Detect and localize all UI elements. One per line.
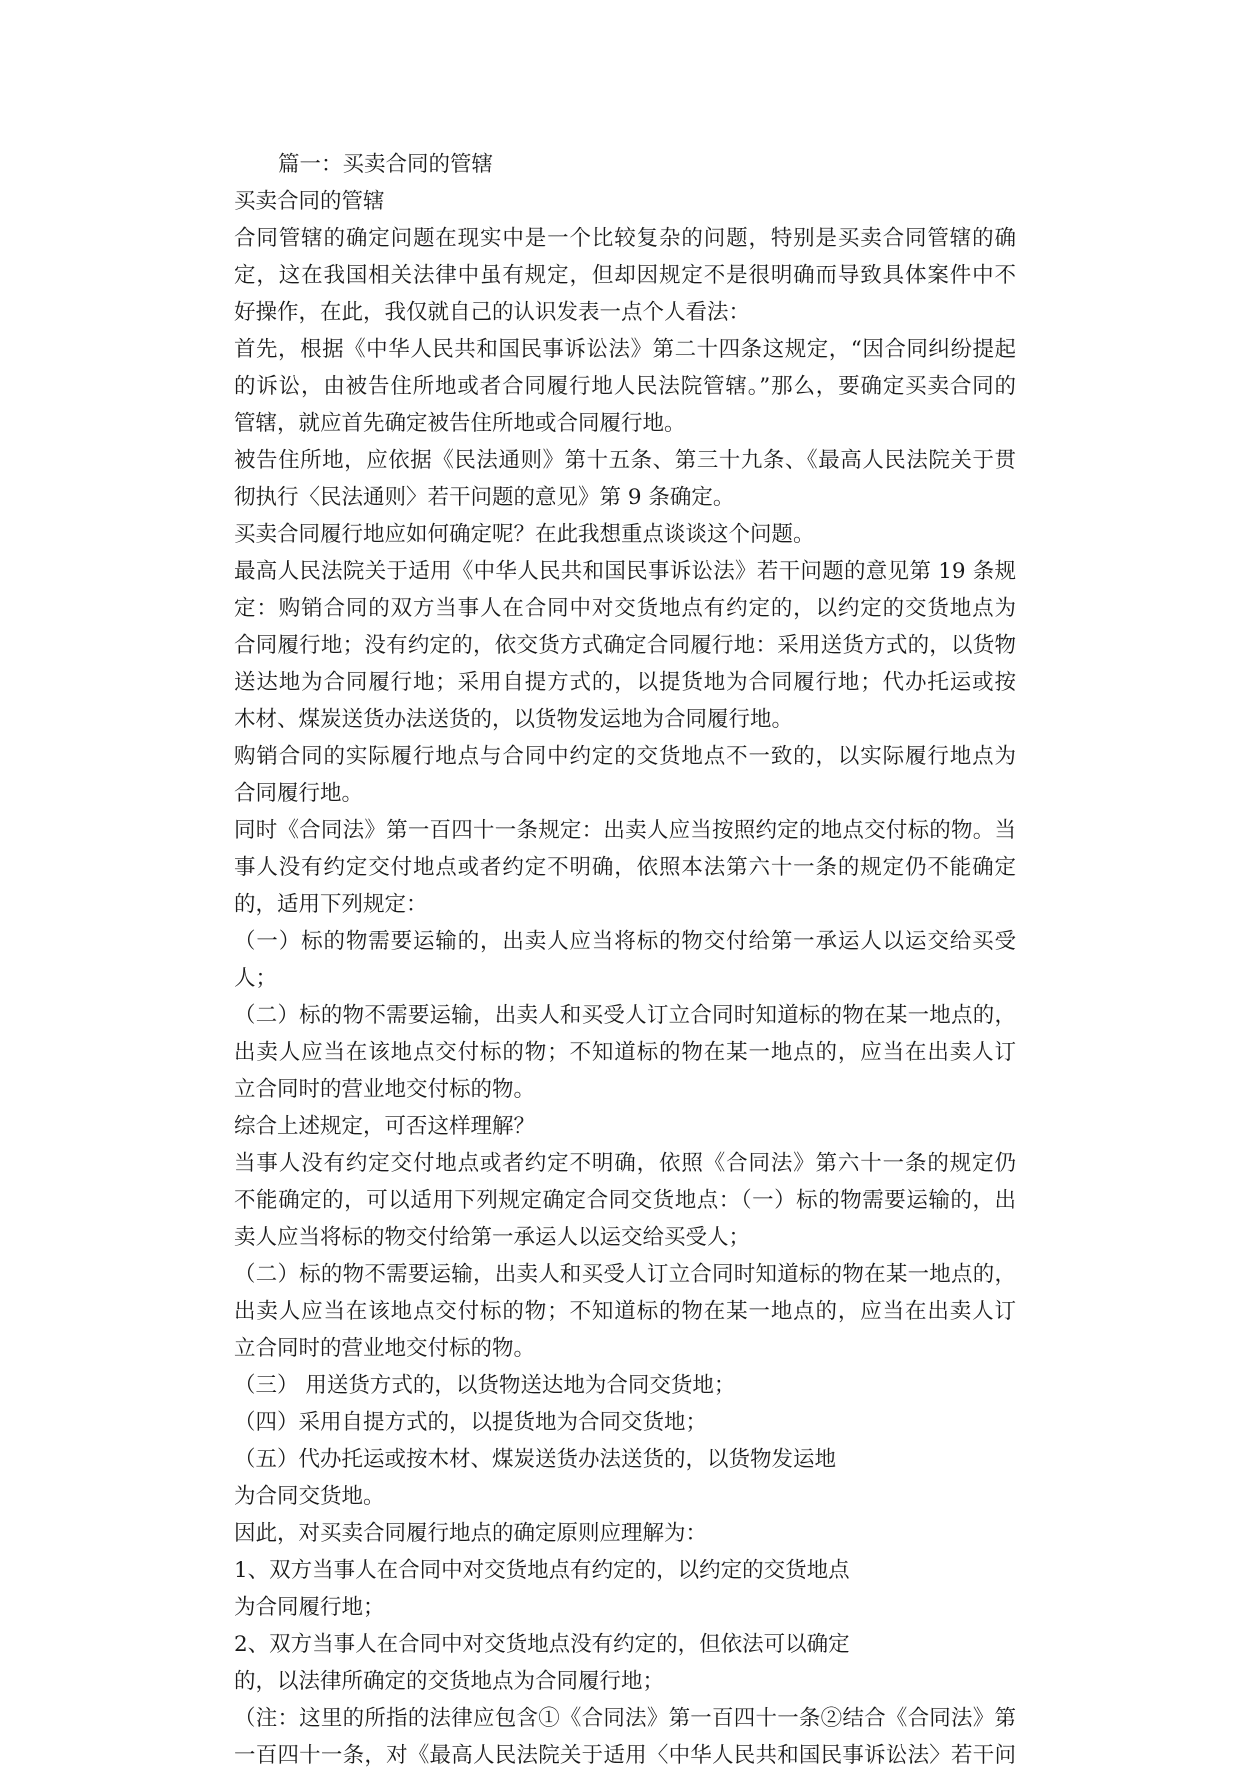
body-line: （二）标的物不需要运输，出卖人和买受人订立合同时知道标的物在某一地点的， — [234, 1003, 1016, 1028]
body-line: 定，这在我国相关法律中虽有规定，但却因规定不是很明确而导致具体案件中不 — [234, 263, 1016, 288]
body-line: 合同管辖的确定问题在现实中是一个比较复杂的问题，特别是买卖合同管辖的确 — [234, 226, 1016, 251]
body-line: （一）标的物需要运输的，出卖人应当将标的物交付给第一承运人以运交给买受 — [234, 929, 1016, 954]
document-title: 篇一：买卖合同的管辖 — [278, 152, 494, 177]
body-line: 1、双方当事人在合同中对交货地点有约定的，以约定的交货地点 — [234, 1558, 850, 1583]
body-line: （三） 用送货方式的，以货物送达地为合同交货地； — [234, 1373, 736, 1398]
body-line: 合同履行地；没有约定的，依交货方式确定合同履行地：采用送货方式的，以货物 — [234, 633, 1016, 658]
body-line: 2、双方当事人在合同中对交货地点没有约定的，但依法可以确定 — [234, 1632, 850, 1657]
body-line: 综合上述规定，可否这样理解？ — [234, 1114, 536, 1139]
body-line: 为合同交货地。 — [234, 1484, 385, 1509]
body-line: 买卖合同履行地应如何确定呢？在此我想重点谈谈这个问题。 — [234, 522, 815, 547]
body-line: 的，适用下列规定： — [234, 892, 428, 917]
body-line: 人； — [234, 966, 278, 991]
body-line: 管辖，就应首先确定被告住所地或合同履行地。 — [234, 411, 686, 436]
body-line: 为合同履行地； — [234, 1595, 385, 1620]
body-line: 送达地为合同履行地；采用自提方式的，以提货地为合同履行地；代办托运或按 — [234, 670, 1016, 695]
body-line: （注：这里的所指的法律应包含①《合同法》第一百四十一条②结合《合同法》第 — [234, 1706, 1016, 1731]
document-page — [234, 146, 1016, 1774]
body-line: 定：购销合同的双方当事人在合同中对交货地点有约定的，以约定的交货地点为 — [234, 596, 1016, 621]
body-line: 的，以法律所确定的交货地点为合同履行地； — [234, 1669, 665, 1694]
body-line: 的诉讼，由被告住所地或者合同履行地人民法院管辖。”那么，要确定买卖合同的 — [234, 374, 1016, 399]
body-line: 因此，对买卖合同履行地点的确定原则应理解为： — [234, 1521, 708, 1546]
body-line: （五）代办托运或按木材、煤炭送货办法送货的，以货物发运地 — [234, 1447, 837, 1472]
body-line: 出卖人应当在该地点交付标的物；不知道标的物在某一地点的，应当在出卖人订 — [234, 1299, 1016, 1324]
body-line: 彻执行〈民法通则〉若干问题的意见》第 9 条确定。 — [234, 485, 735, 510]
body-line: 首先，根据《中华人民共和国民事诉讼法》第二十四条这规定，“因合同纠纷提起 — [234, 337, 1016, 362]
body-line: 立合同时的营业地交付标的物。 — [234, 1077, 536, 1102]
body-line: 事人没有约定交付地点或者约定不明确，依照本法第六十一条的规定仍不能确定 — [234, 855, 1016, 880]
body-line: 好操作，在此，我仅就自己的认识发表一点个人看法： — [234, 300, 751, 325]
body-line: 合同履行地。 — [234, 781, 364, 806]
body-line: 出卖人应当在该地点交付标的物；不知道标的物在某一地点的，应当在出卖人订 — [234, 1040, 1016, 1065]
body-line: 木材、煤炭送货办法送货的，以货物发运地为合同履行地。 — [234, 707, 794, 732]
body-line: 当事人没有约定交付地点或者约定不明确，依照《合同法》第六十一条的规定仍 — [234, 1151, 1016, 1176]
body-line: 同时《合同法》第一百四十一条规定：出卖人应当按照约定的地点交付标的物。当 — [234, 818, 1016, 843]
body-line: 卖人应当将标的物交付给第一承运人以运交给买受人； — [234, 1225, 751, 1250]
document-body — [234, 183, 1016, 1774]
body-line: 不能确定的，可以适用下列规定确定合同交货地点：（一）标的物需要运输的，出 — [234, 1188, 1016, 1213]
body-line: （二）标的物不需要运输，出卖人和买受人订立合同时知道标的物在某一地点的， — [234, 1262, 1016, 1287]
body-line: 买卖合同的管辖 — [234, 189, 385, 214]
body-line: 最高人民法院关于适用《中华人民共和国民事诉讼法》若干问题的意见第 19 条规 — [234, 559, 1016, 584]
body-line: 被告住所地，应依据《民法通则》第十五条、第三十九条、《最高人民法院关于贯 — [234, 448, 1016, 473]
body-line: 一百四十一条，对《最高人民法院关于适用〈中华人民共和国民事诉讼法〉若干问 — [234, 1743, 1016, 1768]
body-line: 购销合同的实际履行地点与合同中约定的交货地点不一致的，以实际履行地点为 — [234, 744, 1016, 769]
body-line: （四）采用自提方式的，以提货地为合同交货地； — [234, 1410, 708, 1435]
body-line: 立合同时的营业地交付标的物。 — [234, 1336, 536, 1361]
